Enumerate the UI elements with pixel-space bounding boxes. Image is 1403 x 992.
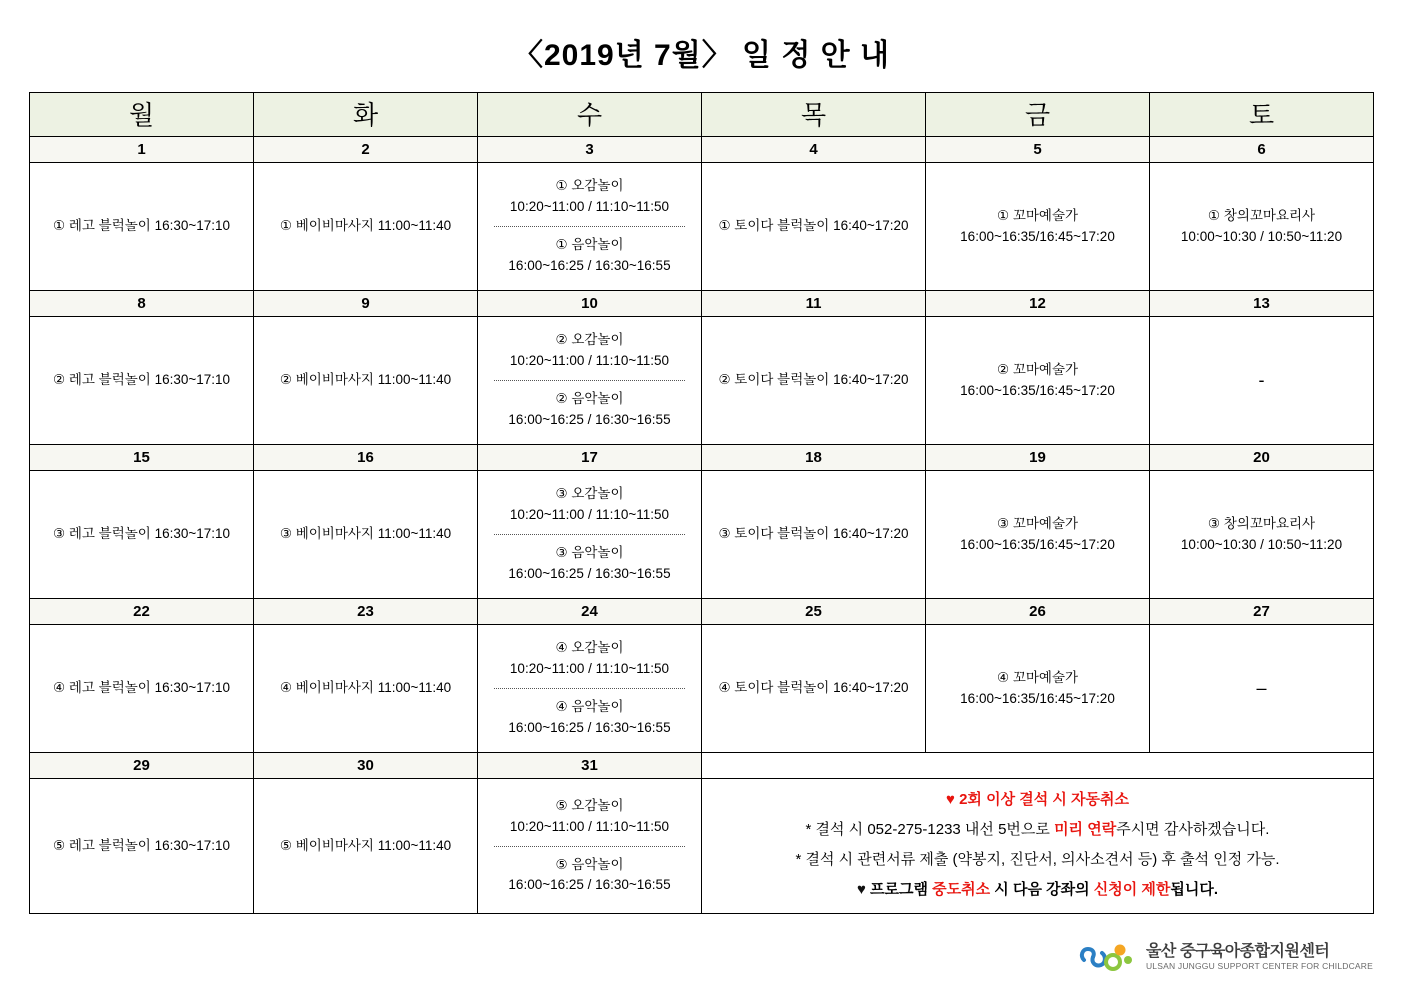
event-cell	[702, 471, 926, 599]
event-item	[484, 852, 695, 900]
page-title: 〈2019년 7월〉 일 정 안 내	[513, 39, 890, 72]
footer-text	[1146, 943, 1373, 971]
event-line-2: 10:00~10:30 / 10:50~11:20	[1180, 536, 1343, 552]
event-item	[708, 521, 919, 548]
date-cell: 24	[478, 599, 702, 625]
event-line-1: –	[1256, 677, 1267, 698]
date-cell: 25	[702, 599, 926, 625]
event-line-1: ⑤ 베이비마사지 11:00~11:40	[279, 837, 452, 853]
event-line-1: ③ 창의꼬마요리사	[1207, 515, 1316, 531]
event-cell	[926, 163, 1150, 291]
center-logo-icon	[1078, 940, 1136, 974]
notice-line-4-highlight-2: 신청이 제한	[1093, 881, 1171, 898]
event-cell	[30, 779, 254, 914]
date-cell: 27	[1150, 599, 1374, 625]
event-cell	[478, 163, 702, 291]
event-item	[932, 665, 1143, 713]
date-cell: 11	[702, 291, 926, 317]
event-cell	[254, 163, 478, 291]
day-header-wed: 수	[478, 93, 702, 137]
date-cell: 22	[30, 599, 254, 625]
org-name-korean: 울산 중구육아종합지원센터	[1145, 942, 1330, 960]
day-header-mon: 월	[30, 93, 254, 137]
event-item	[260, 675, 471, 702]
event-line-1: ② 오감놀이	[555, 332, 624, 348]
notice-line-1-text: 2회 이상 결석 시 자동취소	[959, 791, 1129, 808]
event-cell	[926, 471, 1150, 599]
notice-line-4-highlight-1: 중도취소	[932, 881, 991, 898]
heart-icon: ♥	[856, 881, 866, 898]
event-line-1: ③ 음악놀이	[555, 545, 624, 560]
event-cell	[254, 625, 478, 753]
event-cell	[254, 317, 478, 445]
event-line-1: ③ 레고 블럭놀이 16:30~17:10	[52, 526, 231, 542]
event-item	[36, 675, 247, 702]
event-cell	[702, 625, 926, 753]
event-line-1: ② 음악놀이	[555, 391, 624, 406]
event-line-1: ③ 베이비마사지 11:00~11:40	[279, 526, 452, 542]
event-line-1: ① 창의꼬마요리사	[1207, 207, 1316, 223]
event-line-1: ① 오감놀이	[555, 178, 624, 194]
event-item	[932, 511, 1143, 559]
org-name-english: ULSAN JUNGGU SUPPORT CENTER FOR CHILDCARE	[1145, 961, 1373, 972]
date-cell: 13	[1150, 291, 1374, 317]
table-header-row	[30, 93, 1374, 137]
event-item	[484, 793, 695, 841]
event-item	[260, 213, 471, 240]
day-header-tue: 화	[254, 93, 478, 137]
event-line-1: ② 레고 블럭놀이 16:30~17:10	[52, 372, 231, 388]
event-cell	[478, 471, 702, 599]
event-item	[484, 694, 695, 742]
notice-line-2-b: 주시면 감사하겠습니다.	[1116, 821, 1270, 838]
notice-line-2-a: * 결석 시 052-275-1233 내선 5번으로	[805, 821, 1055, 838]
event-cell	[478, 317, 702, 445]
event-item	[260, 521, 471, 548]
event-line-2: 16:00~16:35/16:45~17:20	[960, 382, 1115, 398]
event-item	[708, 675, 919, 702]
day-header-sat: 토	[1150, 93, 1374, 137]
date-cell: 10	[478, 291, 702, 317]
date-cell: 15	[30, 445, 254, 471]
date-row	[30, 137, 1374, 163]
event-line-2: 10:20~11:00 / 11:10~11:50	[509, 199, 670, 215]
notice-block	[702, 779, 1374, 914]
event-divider	[494, 688, 685, 689]
heart-icon: ♥	[946, 791, 955, 808]
event-cell	[254, 471, 478, 599]
notice-line-4-b: 시 다음 강좌의	[990, 881, 1094, 898]
day-header-fri: 금	[926, 93, 1150, 137]
day-header-thu: 목	[702, 93, 926, 137]
event-item	[932, 203, 1143, 251]
event-line-1: ④ 음악놀이	[555, 699, 624, 714]
date-row	[30, 291, 1374, 317]
event-cell	[30, 625, 254, 753]
event-divider	[494, 226, 685, 227]
event-item	[36, 213, 247, 240]
event-item	[484, 327, 695, 375]
event-divider	[494, 534, 685, 535]
event-cell	[702, 163, 926, 291]
event-line-2: 16:00~16:25 / 16:30~16:55	[508, 257, 671, 273]
event-line-2: 16:00~16:35/16:45~17:20	[960, 228, 1115, 244]
event-item	[1156, 203, 1367, 251]
date-cell: 19	[926, 445, 1150, 471]
date-cell: 2	[254, 137, 478, 163]
event-line-1: ④ 베이비마사지 11:00~11:40	[279, 680, 452, 696]
event-item	[708, 367, 919, 394]
date-cell: 12	[926, 291, 1150, 317]
date-cell: 8	[30, 291, 254, 317]
event-line-2: 16:00~16:25 / 16:30~16:55	[508, 565, 671, 581]
event-cell	[1150, 625, 1374, 753]
event-line-2: 16:00~16:25 / 16:30~16:55	[508, 719, 671, 735]
event-cell	[254, 779, 478, 914]
event-line-2: 16:00~16:25 / 16:30~16:55	[508, 411, 671, 427]
event-line-1: ③ 꼬마예술가	[996, 515, 1079, 531]
event-divider	[494, 380, 685, 381]
event-row	[30, 317, 1374, 445]
notice-line-2	[712, 815, 1363, 845]
event-item	[484, 481, 695, 529]
event-line-2: 10:20~11:00 / 11:10~11:50	[509, 661, 670, 677]
date-cell: 3	[478, 137, 702, 163]
event-line-2: 10:20~11:00 / 11:10~11:50	[509, 353, 670, 369]
date-cell: 6	[1150, 137, 1374, 163]
date-cell: 30	[254, 753, 478, 779]
event-cell	[30, 163, 254, 291]
event-line-1: ① 베이비마사지 11:00~11:40	[279, 218, 452, 234]
date-row	[30, 445, 1374, 471]
event-line-1: ② 꼬마예술가	[996, 361, 1079, 377]
date-row	[30, 753, 1374, 779]
event-line-2: 16:00~16:35/16:45~17:20	[960, 536, 1115, 552]
event-row	[30, 471, 1374, 599]
footer-logo	[1078, 940, 1373, 974]
date-cell: 23	[254, 599, 478, 625]
notice-line-1	[712, 785, 1363, 815]
date-cell: 1	[30, 137, 254, 163]
event-item	[484, 386, 695, 434]
date-cell: 4	[702, 137, 926, 163]
event-cell	[926, 317, 1150, 445]
event-row	[30, 779, 1374, 914]
date-cell: 29	[30, 753, 254, 779]
event-item	[484, 635, 695, 683]
event-line-2: 10:20~11:00 / 11:10~11:50	[509, 507, 670, 523]
event-line-1: ② 토이다 블럭놀이 16:40~17:20	[718, 372, 909, 388]
date-cell: 18	[702, 445, 926, 471]
event-item	[36, 833, 247, 860]
event-cell	[30, 317, 254, 445]
event-line-1: ④ 꼬마예술가	[996, 669, 1079, 685]
event-line-2: 16:00~16:25 / 16:30~16:55	[508, 877, 671, 893]
schedule-table	[29, 92, 1374, 914]
notice-line-3: * 결석 시 관련서류 제출 (약봉지, 진단서, 의사소견서 등) 후 출석 인정 가능.	[795, 851, 1280, 868]
event-row	[30, 163, 1374, 291]
event-line-1: ⑤ 레고 블럭놀이 16:30~17:10	[52, 837, 231, 853]
event-line-1: -	[1258, 369, 1265, 390]
event-line-1: ① 꼬마예술가	[996, 207, 1079, 223]
event-cell	[926, 625, 1150, 753]
notice-line-4-a: 프로그램	[865, 881, 933, 898]
event-item	[1156, 364, 1367, 398]
event-item	[708, 213, 919, 240]
event-line-1: ① 토이다 블럭놀이 16:40~17:20	[718, 218, 909, 234]
event-item	[484, 232, 695, 280]
event-item	[260, 833, 471, 860]
event-cell	[1150, 163, 1374, 291]
event-divider	[494, 846, 685, 847]
event-cell	[478, 625, 702, 753]
date-cell: 17	[478, 445, 702, 471]
event-item	[36, 521, 247, 548]
date-cell: 5	[926, 137, 1150, 163]
event-cell	[1150, 317, 1374, 445]
event-row	[30, 625, 1374, 753]
event-item	[36, 367, 247, 394]
event-line-1: ③ 토이다 블럭놀이 16:40~17:20	[718, 526, 909, 542]
event-item	[1156, 511, 1367, 559]
event-cell	[478, 779, 702, 914]
event-line-1: ④ 토이다 블럭놀이 16:40~17:20	[718, 680, 909, 696]
event-item	[260, 367, 471, 394]
date-cell: 20	[1150, 445, 1374, 471]
event-cell	[30, 471, 254, 599]
event-line-1: ④ 오감놀이	[555, 640, 624, 656]
event-line-1: ⑤ 오감놀이	[555, 797, 624, 813]
event-line-1: ① 레고 블럭놀이 16:30~17:10	[52, 218, 231, 234]
event-line-1: ⑤ 음악놀이	[555, 856, 624, 872]
notice-line-4-c: 됩니다.	[1170, 881, 1219, 898]
event-line-2: 16:00~16:35/16:45~17:20	[960, 690, 1115, 706]
date-cell-empty	[702, 753, 1374, 779]
date-row	[30, 599, 1374, 625]
event-line-1: ③ 오감놀이	[555, 486, 624, 502]
date-cell: 9	[254, 291, 478, 317]
event-line-1: ② 베이비마사지 11:00~11:40	[279, 372, 452, 388]
notice-line-2-highlight: 미리 연락	[1054, 821, 1117, 838]
event-line-2: 10:00~10:30 / 10:50~11:20	[1180, 228, 1343, 244]
event-item	[1156, 672, 1367, 706]
event-cell	[702, 317, 926, 445]
event-line-2: 10:20~11:00 / 11:10~11:50	[509, 818, 670, 834]
event-cell	[1150, 471, 1374, 599]
date-cell: 16	[254, 445, 478, 471]
event-item	[484, 540, 695, 588]
event-item	[932, 357, 1143, 405]
event-line-1: ① 음악놀이	[555, 237, 624, 252]
event-item	[484, 173, 695, 221]
date-cell: 26	[926, 599, 1150, 625]
notice-line-4	[712, 875, 1363, 905]
date-cell: 31	[478, 753, 702, 779]
event-line-1: ④ 레고 블럭놀이 16:30~17:10	[52, 680, 231, 696]
